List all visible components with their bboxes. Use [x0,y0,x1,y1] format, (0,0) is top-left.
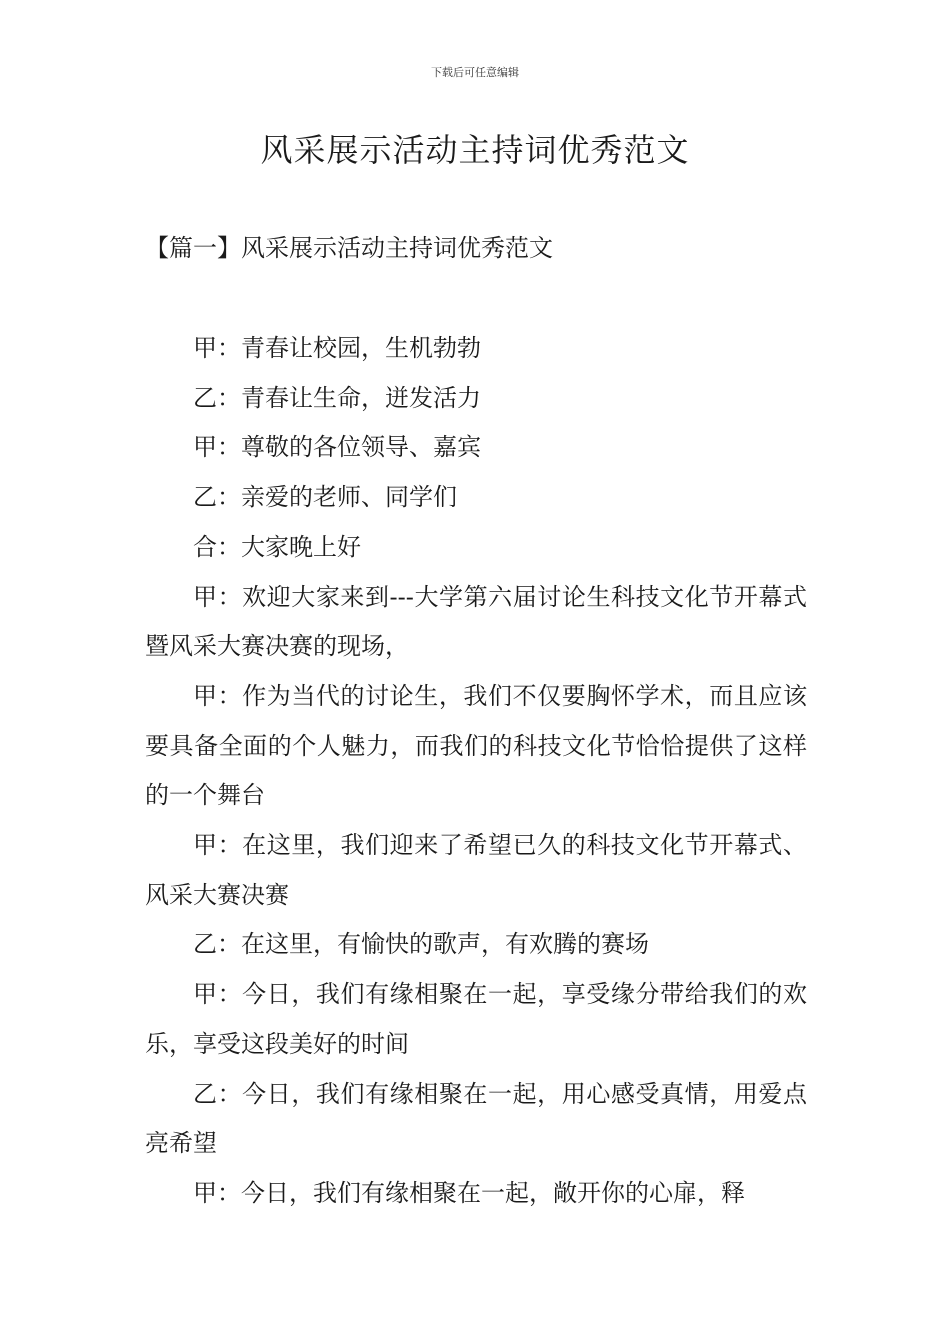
paragraph: 甲：在这里，我们迎来了希望已久的科技文化节开幕式、风采大赛决赛 [145,831,807,909]
document-title: 风采展示活动主持词优秀范文 [260,131,690,169]
header-note: 下载后可任意编辑 [431,66,519,79]
paragraph: 甲：今日，我们有缘相聚在一起，享受缘分带给我们的欢乐，享受这段美好的时间 [145,980,807,1058]
paragraph: 甲：今日，我们有缘相聚在一起，敞开你的心扉，释 [193,1178,745,1207]
section-heading: 【篇一】风采展示活动主持词优秀范文 [145,234,553,262]
paragraph: 乙：在这里，有愉快的歌声，有欢腾的赛场 [193,930,649,959]
paragraph: 合：大家晚上好 [193,532,361,561]
document-body [145,324,807,1219]
paragraph: 乙：青春让生命，迸发活力 [193,383,481,412]
paragraph: 甲：尊敬的各位领导、嘉宾 [193,433,481,462]
paragraph: 甲：欢迎大家来到---大学第六届讨论生科技文化节开幕式暨风采大赛决赛的现场， [145,582,807,661]
paragraph: 甲：青春让校园，生机勃勃 [193,334,481,362]
paragraph: 乙：今日，我们有缘相聚在一起，用心感受真情，用爱点亮希望 [145,1079,807,1158]
paragraph: 甲：作为当代的讨论生，我们不仅要胸怀学术，而且应该要具备全面的个人魅力，而我们的科技文化节恰恰提供了这样的一个舞台 [145,681,807,810]
paragraph: 乙：亲爱的老师、同学们 [193,483,457,512]
